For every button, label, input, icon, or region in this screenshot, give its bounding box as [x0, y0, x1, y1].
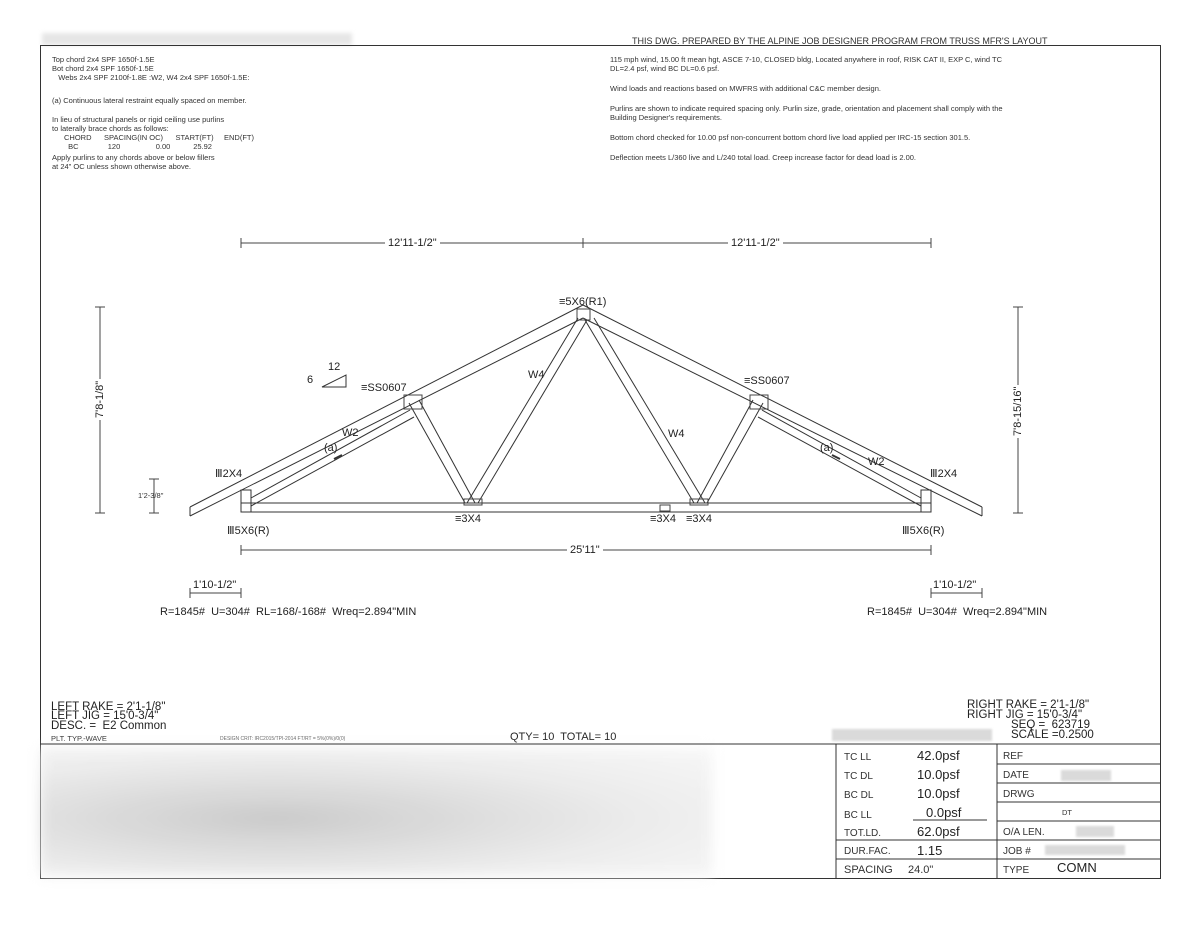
plate-mark-icon: ≡	[650, 513, 657, 525]
plate-mark-icon: ≡	[686, 513, 693, 525]
dim-height-right: 7'8-15/16"	[1012, 386, 1024, 436]
redacted-length	[1076, 826, 1114, 837]
reaction-left: R=1845# U=304# RL=168/-168# Wreq=2.894"MIN	[160, 606, 417, 618]
deflection-note: Deflection meets L/360 live and L/240 total load. Creep increase factor for dead load is 2.00.	[610, 153, 917, 162]
left-rake: LEFT RAKE = 2'1-1/8"	[51, 701, 166, 713]
left-jig: LEFT JIG = 15'0-3/4"	[51, 710, 159, 722]
load-value-bc-dl: 10.0psf	[917, 786, 960, 801]
brace-label-left: (a)	[324, 442, 338, 454]
load-label-tc-ll: TC LL	[844, 752, 872, 763]
purlin-footer-line: Apply purlins to any chords above or below fillers	[52, 153, 215, 162]
dim-heel-height: 1'2-3/8"	[138, 491, 164, 500]
truss-description: DESC. = E2 Common	[51, 720, 167, 732]
plate-mark-icon: Ⅲ	[930, 468, 938, 480]
plate-mark-icon: ≡	[744, 375, 751, 387]
web-label-w2-left: W2	[342, 427, 359, 439]
plate-mark-icon: ≡	[559, 296, 566, 308]
load-value-spacing: 24.0"	[908, 864, 934, 876]
qty-total: QTY= 10 TOTAL= 10	[510, 731, 617, 743]
pitch-run: 12	[328, 361, 341, 373]
material-spec-line: Bot chord 2x4 SPF 1650f-1.5E	[52, 64, 154, 73]
field-type-label: TYPE	[1003, 865, 1030, 876]
heel-plate-right-label: Ⅲ5X6(R)	[902, 525, 945, 537]
web-label-w2-right: W2	[868, 456, 885, 468]
heel-plate-right-top-label: Ⅲ2X4	[930, 468, 958, 480]
dim-span: 25'11"	[567, 544, 603, 556]
load-value-tc-ll: 42.0psf	[917, 748, 960, 763]
field-drwg-label: DRWG	[1003, 789, 1035, 800]
right-rake: RIGHT RAKE = 2'1-1/8"	[967, 699, 1090, 711]
mwfrs-note: Wind loads and reactions based on MWFRS with additional C&C member design.	[610, 84, 881, 93]
right-jig: RIGHT JIG = 15'0-3/4"	[967, 709, 1083, 721]
field-type-value: COMN	[1057, 860, 1097, 875]
restraint-note: (a) Continuous lateral restraint equally spaced on member.	[52, 96, 247, 105]
heel-plate-left-label: Ⅲ5X6(R)	[227, 525, 270, 537]
peak-plate-label: ≡5X6(R1)	[559, 296, 607, 308]
plate-mark-icon: ≡	[361, 382, 368, 394]
field-job-label: JOB #	[1003, 846, 1031, 857]
plate-mark-icon: Ⅲ	[227, 525, 235, 537]
purlin-intro-line: to laterally brace chords as follows:	[52, 124, 169, 133]
load-label-duration: DUR.FAC.	[844, 846, 891, 857]
plate-mark-icon: Ⅲ	[215, 468, 223, 480]
redacted-job	[1045, 845, 1125, 855]
load-value-duration: 1.15	[917, 843, 943, 858]
ss-plate-left-label: ≡SS0607	[361, 382, 407, 394]
design-criteria: DESIGN CRIT: IRC2015/TPI-2014 FT/RT = 5%(0%)/0(0)	[220, 736, 346, 742]
field-oa-len-label: O/A LEN.	[1003, 827, 1045, 838]
bc-plate-mid1-label: ≡3X4	[650, 513, 676, 525]
reaction-right: R=1845# U=304# Wreq=2.894"MIN	[867, 606, 1048, 618]
purlin-placement-note: Building Designer's requirements.	[610, 113, 722, 122]
load-value-bc-ll: 0.0psf	[926, 805, 962, 820]
load-label-bc-ll: BC LL	[844, 810, 872, 821]
plate-type: PLT. TYP.-WAVE	[51, 734, 107, 743]
dim-top-right: 12'11-1/2"	[728, 237, 783, 249]
purlin-placement-note: Purlins are shown to indicate required spacing only. Purlin size, grade, orientation and placement shall comply with the	[610, 104, 1003, 113]
pitch-rise: 6	[307, 374, 314, 386]
web-label-w4-right: W4	[668, 428, 685, 440]
brace-label-right: (a)	[820, 442, 834, 454]
web-label-w4-left: W4	[528, 369, 545, 381]
field-ref-label: REF	[1003, 751, 1023, 762]
purlin-table-header: CHORD SPACING(IN OC) START(FT) END(FT)	[64, 133, 254, 142]
wind-note-line: 115 mph wind, 15.00 ft mean hgt, ASCE 7-10, CLOSED bldg, Located anywhere in roof, RISK CAT II, EXP C, wind TC	[610, 55, 1003, 64]
ss-plate-right-label: ≡SS0607	[744, 375, 790, 387]
dim-height-left: 7'8-1/8"	[94, 380, 106, 418]
sheet-header-title: THIS DWG. PREPARED BY THE ALPINE JOB DESIGNER PROGRAM FROM TRUSS MFR'S LAYOUT	[632, 36, 1048, 46]
material-spec-line: Webs 2x4 SPF 2100f-1.8E :W2, W4 2x4 SPF 1650f-1.5E:	[52, 73, 250, 82]
field-date-label: DATE	[1003, 770, 1029, 781]
field-dt-value: DT	[1062, 808, 1072, 817]
load-label-spacing: SPACING	[844, 864, 893, 876]
purlin-footer-line: at 24" OC unless shown otherwise above.	[52, 162, 191, 171]
wind-note-line: DL=2.4 psf, wind BC DL=0.6 psf.	[610, 64, 720, 73]
load-value-tc-dl: 10.0psf	[917, 767, 960, 782]
load-label-total: TOT.LD.	[844, 828, 882, 839]
bc-plate-left-label: ≡3X4	[455, 513, 481, 525]
material-spec-line: Top chord 2x4 SPF 1650f-1.5E	[52, 55, 155, 64]
dim-top-left: 12'11-1/2"	[385, 237, 440, 249]
load-label-bc-dl: BC DL	[844, 790, 874, 801]
bottom-chord-note: Bottom chord checked for 10.00 psf non-concurrent bottom chord live load applied per IRC-15 section 301.5.	[610, 133, 971, 142]
redacted-date	[1061, 770, 1111, 781]
load-value-total: 62.0psf	[917, 824, 960, 839]
heel-plate-left-top-label: Ⅲ2X4	[215, 468, 243, 480]
bc-plate-mid2-label: ≡3X4	[686, 513, 712, 525]
drawing-scale: SCALE =0.2500	[1011, 729, 1094, 741]
purlin-intro-line: In lieu of structural panels or rigid ceiling use purlins	[52, 115, 225, 124]
load-label-tc-dl: TC DL	[844, 771, 873, 782]
dim-overhang-left: 1'10-1/2"	[193, 579, 237, 591]
plate-mark-icon: Ⅲ	[902, 525, 910, 537]
sequence-number: SEQ = 623719	[1011, 719, 1090, 731]
plate-mark-icon: ≡	[455, 513, 462, 525]
purlin-table-row: BC 120 0.00 25.92	[64, 142, 212, 151]
dim-overhang-right: 1'10-1/2"	[933, 579, 977, 591]
